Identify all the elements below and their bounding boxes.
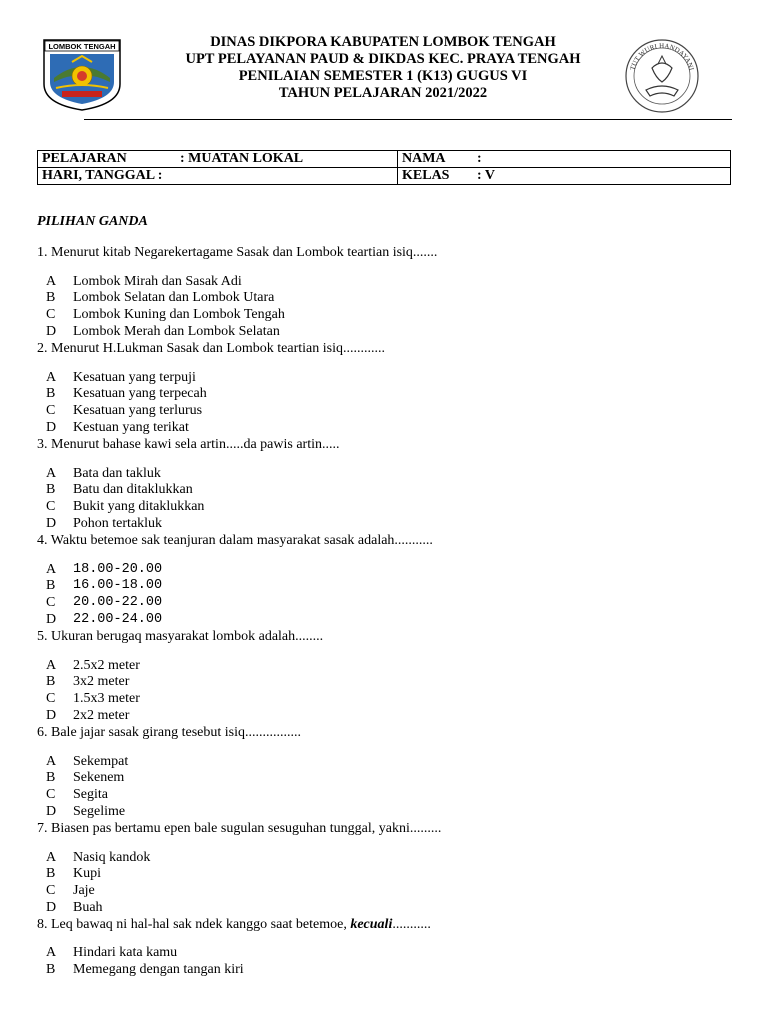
option-text: 2.5x2 meter (73, 657, 140, 673)
question-list (37, 245, 737, 917)
question-6 (37, 725, 737, 821)
option-letter: D (46, 419, 57, 435)
option-text: Bukit yang ditaklukkan (73, 499, 205, 515)
option-text: 18.00-20.00 (73, 561, 163, 577)
kelas-cell (398, 168, 731, 185)
tut-wuri-handayani-logo (624, 38, 700, 114)
option-text: 22.00-24.00 (73, 611, 163, 627)
option-c[interactable] (37, 403, 737, 420)
question-8 (37, 917, 737, 979)
option-letter: C (46, 307, 56, 323)
logo-left-text: LOMBOK TENGAH (48, 42, 116, 51)
option-letter: B (46, 770, 56, 786)
option-d[interactable] (37, 420, 737, 437)
option-text: Lombok Selatan dan Lombok Utara (73, 290, 275, 306)
option-letter: B (46, 290, 56, 306)
option-a[interactable] (37, 274, 737, 291)
option-text: Kestuan yang terikat (73, 419, 189, 435)
question-2-text: 2. Menurut H.Lukman Sasak dan Lombok teartian isiq............ (37, 340, 385, 356)
option-c[interactable] (37, 787, 737, 804)
option-a[interactable] (37, 850, 737, 867)
nama-label: NAMA (402, 151, 446, 166)
header-line-2: UPT PELAYANAN PAUD & DIKDAS KEC. PRAYA TENGAH (185, 51, 581, 67)
option-b[interactable] (37, 386, 737, 403)
option-text: 16.00-18.00 (73, 578, 163, 594)
option-text: Kupi (73, 866, 101, 882)
option-letter: B (46, 866, 56, 882)
header-divider (84, 119, 732, 120)
question-8-text (37, 917, 737, 934)
option-c[interactable] (37, 595, 737, 612)
question-3-text: 3. Menurut bahase kawi sela artin.....da pawis artin..... (37, 436, 340, 452)
option-text: 20.00-22.00 (73, 595, 163, 611)
option-b[interactable] (37, 962, 737, 979)
option-text: Kesatuan yang terlurus (73, 403, 203, 419)
option-letter: C (46, 691, 56, 707)
nama-cell[interactable] (398, 151, 731, 168)
option-b[interactable] (37, 482, 737, 499)
header-line-1: DINAS DIKPORA KABUPATEN LOMBOK TENGAH (210, 34, 556, 50)
option-text: Lombok Merah dan Lombok Selatan (73, 323, 280, 339)
option-d[interactable] (37, 612, 737, 629)
option-letter: C (46, 595, 56, 611)
option-letter: C (46, 403, 56, 419)
question-4-options (37, 562, 737, 629)
option-a[interactable] (37, 562, 737, 579)
option-d[interactable] (37, 900, 737, 917)
question-5 (37, 629, 737, 725)
option-letter: B (46, 674, 56, 690)
option-text: Buah (73, 899, 103, 915)
question-8-options (37, 945, 737, 979)
option-text: Segelime (73, 803, 126, 819)
question-2 (37, 341, 737, 437)
hari-tanggal-label: HARI, TANGGAL : (42, 168, 163, 183)
option-b[interactable] (37, 578, 737, 595)
option-text: Jaje (73, 883, 95, 899)
question-6-options (37, 754, 737, 821)
question-1-text: 1. Menurut kitab Negarekertagame Sasak dan Lombok teartian isiq....... (37, 244, 438, 260)
question-8-suffix: ........... (392, 916, 431, 932)
option-letter: D (46, 707, 57, 723)
option-text: Kesatuan yang terpecah (73, 386, 207, 402)
option-letter: D (46, 515, 57, 531)
option-a[interactable] (37, 945, 737, 962)
option-c[interactable] (37, 691, 737, 708)
option-letter: B (46, 482, 56, 498)
option-c[interactable] (37, 499, 737, 516)
option-d[interactable] (37, 324, 737, 341)
question-5-options (37, 658, 737, 725)
option-letter: A (46, 369, 57, 385)
option-d[interactable] (37, 804, 737, 821)
hari-tanggal-cell[interactable] (38, 168, 398, 185)
logo-right-text: TUT WURI HANDAYANI (628, 41, 696, 72)
option-text: Pohon tertakluk (73, 515, 163, 531)
option-c[interactable] (37, 307, 737, 324)
question-2-options (37, 370, 737, 437)
question-6-text: 6. Bale jajar sasak girang tesebut isiq................ (37, 724, 301, 740)
question-5-text: 5. Ukuran berugaq masyarakat lombok adalah........ (37, 628, 324, 644)
option-c[interactable] (37, 883, 737, 900)
option-letter: A (46, 945, 57, 961)
option-text: 2x2 meter (73, 707, 130, 723)
option-letter: B (46, 962, 56, 978)
option-letter: A (46, 273, 57, 289)
header-line-4: TAHUN PELAJARAN 2021/2022 (278, 85, 488, 101)
option-letter: A (46, 753, 57, 769)
kelas-label: KELAS (402, 168, 450, 183)
question-8-emphasis: kecuali (350, 916, 393, 932)
pelajaran-label: PELAJARAN (42, 151, 127, 166)
option-text: Kesatuan yang terpuji (73, 369, 196, 385)
nama-value: : (477, 151, 482, 166)
option-text: Segita (73, 787, 108, 803)
option-a[interactable] (37, 370, 737, 387)
option-text: Bata dan takluk (73, 465, 161, 481)
question-3-options (37, 466, 737, 533)
question-7-options (37, 850, 737, 917)
exam-content (37, 214, 737, 979)
option-letter: A (46, 465, 57, 481)
option-text: Batu dan ditaklukkan (73, 482, 193, 498)
option-letter: D (46, 323, 57, 339)
option-text: Sekempat (73, 753, 129, 769)
pelajaran-value: : MUATAN LOKAL (180, 151, 304, 166)
option-letter: C (46, 883, 56, 899)
question-4-text: 4. Waktu betemoe sak teanjuran dalam masyarakat sasak adalah........... (37, 532, 433, 548)
option-text: Memegang dengan tangan kiri (73, 962, 244, 978)
option-text: Nasiq kandok (73, 849, 151, 865)
section-title: PILIHAN GANDA (37, 214, 148, 229)
option-letter: D (46, 611, 57, 627)
option-a[interactable] (37, 466, 737, 483)
kelas-value: : V (477, 168, 496, 183)
question-7-text: 7. Biasen pas bertamu epen bale sugulan sesuguhan tunggal, yakni......... (37, 820, 442, 836)
pelajaran-cell (38, 151, 398, 168)
student-info-table (37, 150, 731, 185)
option-b[interactable] (37, 770, 737, 787)
option-letter: C (46, 787, 56, 803)
option-text: Lombok Kuning dan Lombok Tengah (73, 307, 285, 323)
option-letter: B (46, 578, 56, 594)
option-d[interactable] (37, 516, 737, 533)
option-letter: A (46, 849, 57, 865)
document-header (150, 34, 616, 102)
option-letter: D (46, 803, 57, 819)
option-text: 1.5x3 meter (73, 691, 140, 707)
option-text: Lombok Mirah dan Sasak Adi (73, 273, 242, 289)
option-d[interactable] (37, 708, 737, 725)
option-a[interactable] (37, 658, 737, 675)
option-letter: A (46, 561, 57, 577)
question-3 (37, 437, 737, 533)
question-8-prefix: 8. Leq bawaq ni hal-hal sak ndek kanggo saat betemoe, (37, 916, 351, 932)
option-letter: C (46, 499, 56, 515)
lombok-tengah-logo (42, 38, 122, 112)
question-1 (37, 245, 737, 341)
option-text: 3x2 meter (73, 674, 130, 690)
question-7 (37, 821, 737, 917)
question-4 (37, 533, 737, 629)
option-b[interactable] (37, 674, 737, 691)
header-line-3: PENILAIAN SEMESTER 1 (K13) GUGUS VI (238, 68, 528, 84)
option-a[interactable] (37, 754, 737, 771)
option-b[interactable] (37, 290, 737, 307)
option-text: Sekenem (73, 770, 125, 786)
option-letter: D (46, 899, 57, 915)
question-1-options (37, 274, 737, 341)
option-text: Hindari kata kamu (73, 945, 178, 961)
option-letter: A (46, 657, 57, 673)
option-b[interactable] (37, 866, 737, 883)
option-letter: B (46, 386, 56, 402)
